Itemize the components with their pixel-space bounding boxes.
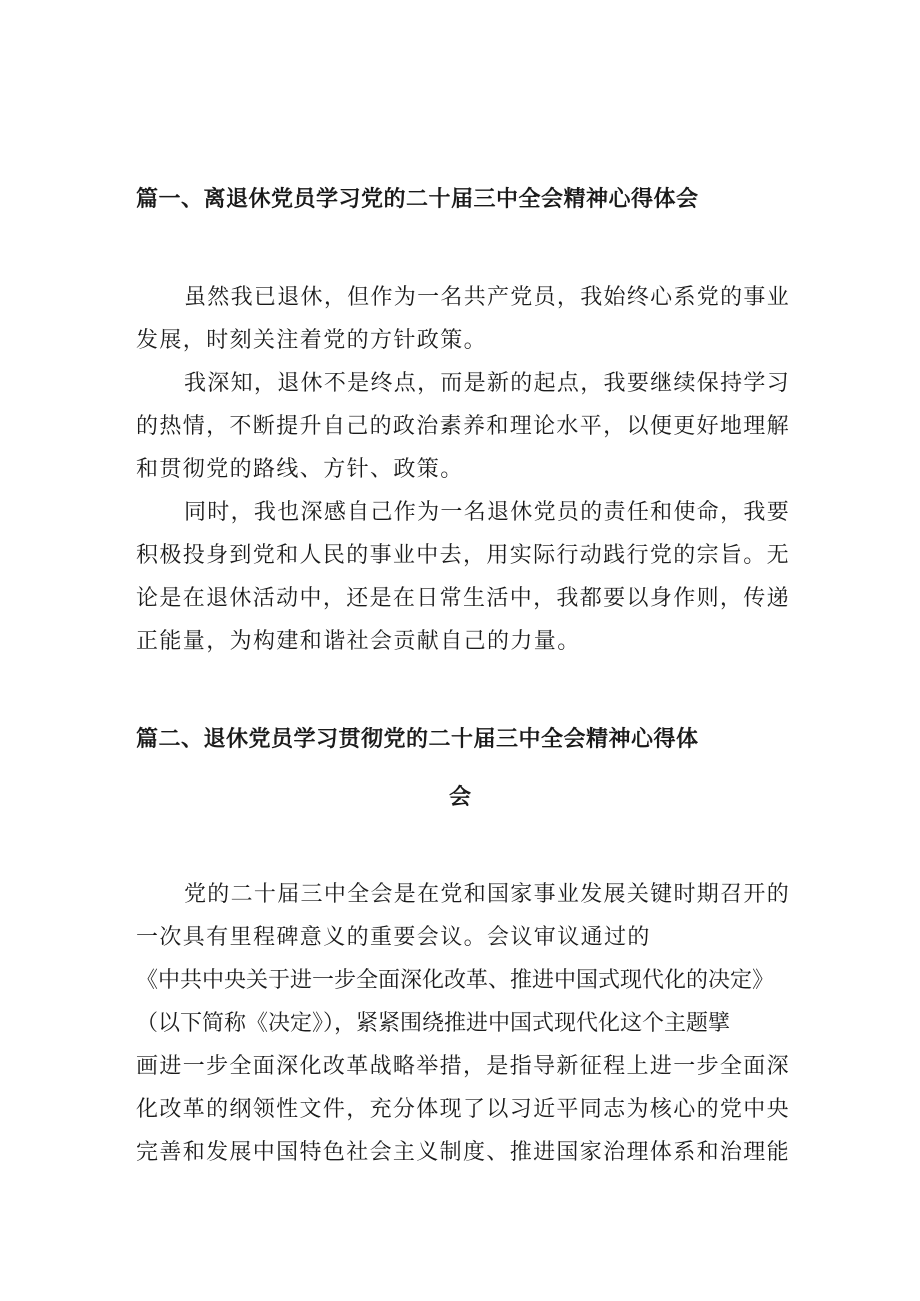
section2-line-7: 完善和发展中国特色社会主义制度、推进国家治理体系和治理能 bbox=[136, 1140, 790, 1165]
section2-line-1: 党的二十届三中全会是在党和国家事业发展关键时期召开的 bbox=[184, 882, 790, 907]
section1-line-9: 正能量，为构建和谐社会贡献自己的力量。 bbox=[136, 629, 581, 654]
section1-line-3: 我深知，退休不是终点，而是新的起点，我要继续保持学习 bbox=[184, 371, 790, 396]
section1-line-7: 积极投身到党和人民的事业中去，用实际行动践行党的宗旨。无 bbox=[136, 543, 790, 568]
section2-line-3: 《中共中央关于进一步全面深化改革、推进中国式现代化的决定》 bbox=[136, 968, 775, 993]
section1-line-6: 同时，我也深感自己作为一名退休党员的责任和使命，我要 bbox=[184, 500, 790, 525]
section1-line-5: 和贯彻党的路线、方针、政策。 bbox=[136, 457, 464, 482]
section2-line-4: （以下简称《决定》），紧紧围绕推进中国式现代化这个主题擘 bbox=[136, 1011, 731, 1036]
section1-heading: 篇一、离退休党员学习党的二十届三中全会精神心得体会 bbox=[136, 187, 699, 212]
section1-line-8: 论是在退休活动中，还是在日常生活中，我都要以身作则，传递 bbox=[136, 586, 790, 611]
section2-heading: 篇二、退休党员学习贯彻党的二十届三中全会精神心得体 bbox=[136, 727, 699, 752]
section2-line-6: 化改革的纲领性文件，充分体现了以习近平同志为核心的党中央 bbox=[136, 1097, 790, 1122]
section1-line-1: 虽然我已退休，但作为一名共产党员，我始终心系党的事业 bbox=[184, 285, 790, 310]
section2-line-5: 画进一步全面深化改革战略举措，是指导新征程上进一步全面深 bbox=[136, 1054, 790, 1079]
section1-line-2: 发展，时刻关注着党的方针政策。 bbox=[136, 328, 488, 353]
section2-line-2: 一次具有里程碑意义的重要会议。会议审议通过的 bbox=[136, 925, 651, 950]
section2-heading-continued: 会 bbox=[448, 785, 471, 810]
section1-line-4: 的热情，不断提升自己的政治素养和理论水平，以便更好地理解 bbox=[136, 414, 790, 439]
